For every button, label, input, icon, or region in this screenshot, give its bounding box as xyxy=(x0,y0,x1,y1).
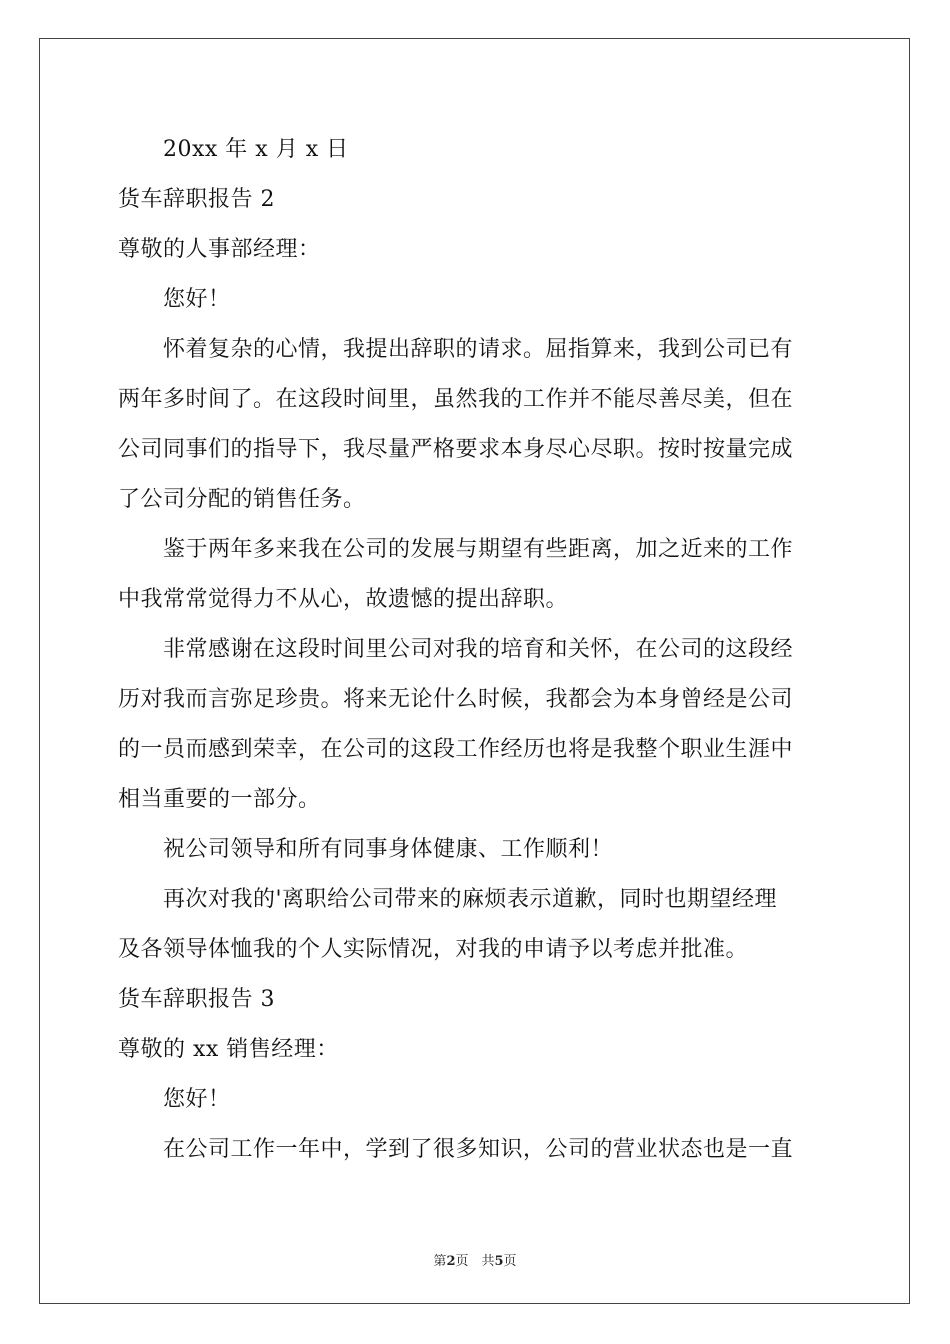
paragraph-line: 非常感谢在这段时间里公司对我的培育和关怀，在公司的这段经 xyxy=(163,637,794,662)
paragraph-line: 祝公司领导和所有同事身体健康、工作顺利！ xyxy=(163,837,614,862)
paragraph-line: 两年多时间了。在这段时间里，虽然我的工作并不能尽善尽美，但在 xyxy=(118,387,794,412)
paragraph-line: 及各领导体恤我的个人实际情况，对我的申请予以考虑并批准。 xyxy=(118,937,749,962)
greeting: 您好！ xyxy=(163,287,231,312)
paragraph-line: 的一员而感到荣幸，在公司的这段工作经历也将是我整个职业生涯中 xyxy=(118,737,794,762)
paragraph-line: 了公司分配的销售任务。 xyxy=(118,487,366,512)
paragraph-line: 再次对我的'离职给公司带来的麻烦表示道歉，同时也期望经理 xyxy=(163,887,778,912)
footer-suffix: 页 xyxy=(503,1254,517,1269)
paragraph-line: 中我常常觉得力不从心，故遗憾的提出辞职。 xyxy=(118,587,569,612)
paragraph-line: 怀着复杂的心情，我提出辞职的请求。屈指算来，我到公司已有 xyxy=(163,337,794,362)
paragraph-line: 鉴于两年多来我在公司的发展与期望有些距离，加之近来的工作 xyxy=(163,537,794,562)
date-line: 20xx 年 x 月 x 日 xyxy=(163,137,349,162)
paragraph-line: 公司同事们的指导下，我尽量严格要求本身尽心尽职。按时按量完成 xyxy=(118,437,794,462)
section-heading-3: 货车辞职报告 3 xyxy=(118,987,275,1012)
greeting: 您好！ xyxy=(163,1087,231,1112)
paragraph-line: 历对我而言弥足珍贵。将来无论什么时候，我都会为本身曾经是公司 xyxy=(118,687,794,712)
section-heading-2: 货车辞职报告 2 xyxy=(118,187,275,212)
page-footer xyxy=(0,1250,950,1269)
current-page-number: 2 xyxy=(446,1254,456,1269)
page-border xyxy=(39,38,910,1304)
total-page-number: 5 xyxy=(494,1254,504,1269)
paragraph-line: 在公司工作一年中，学到了很多知识，公司的营业状态也是一直 xyxy=(163,1137,794,1162)
salutation: 尊敬的 xx 销售经理： xyxy=(118,1037,339,1062)
footer-mid: 页 共 xyxy=(455,1254,495,1269)
paragraph-line: 相当重要的一部分。 xyxy=(118,787,321,812)
salutation: 尊敬的人事部经理： xyxy=(118,237,321,262)
footer-prefix: 第 xyxy=(433,1254,447,1269)
